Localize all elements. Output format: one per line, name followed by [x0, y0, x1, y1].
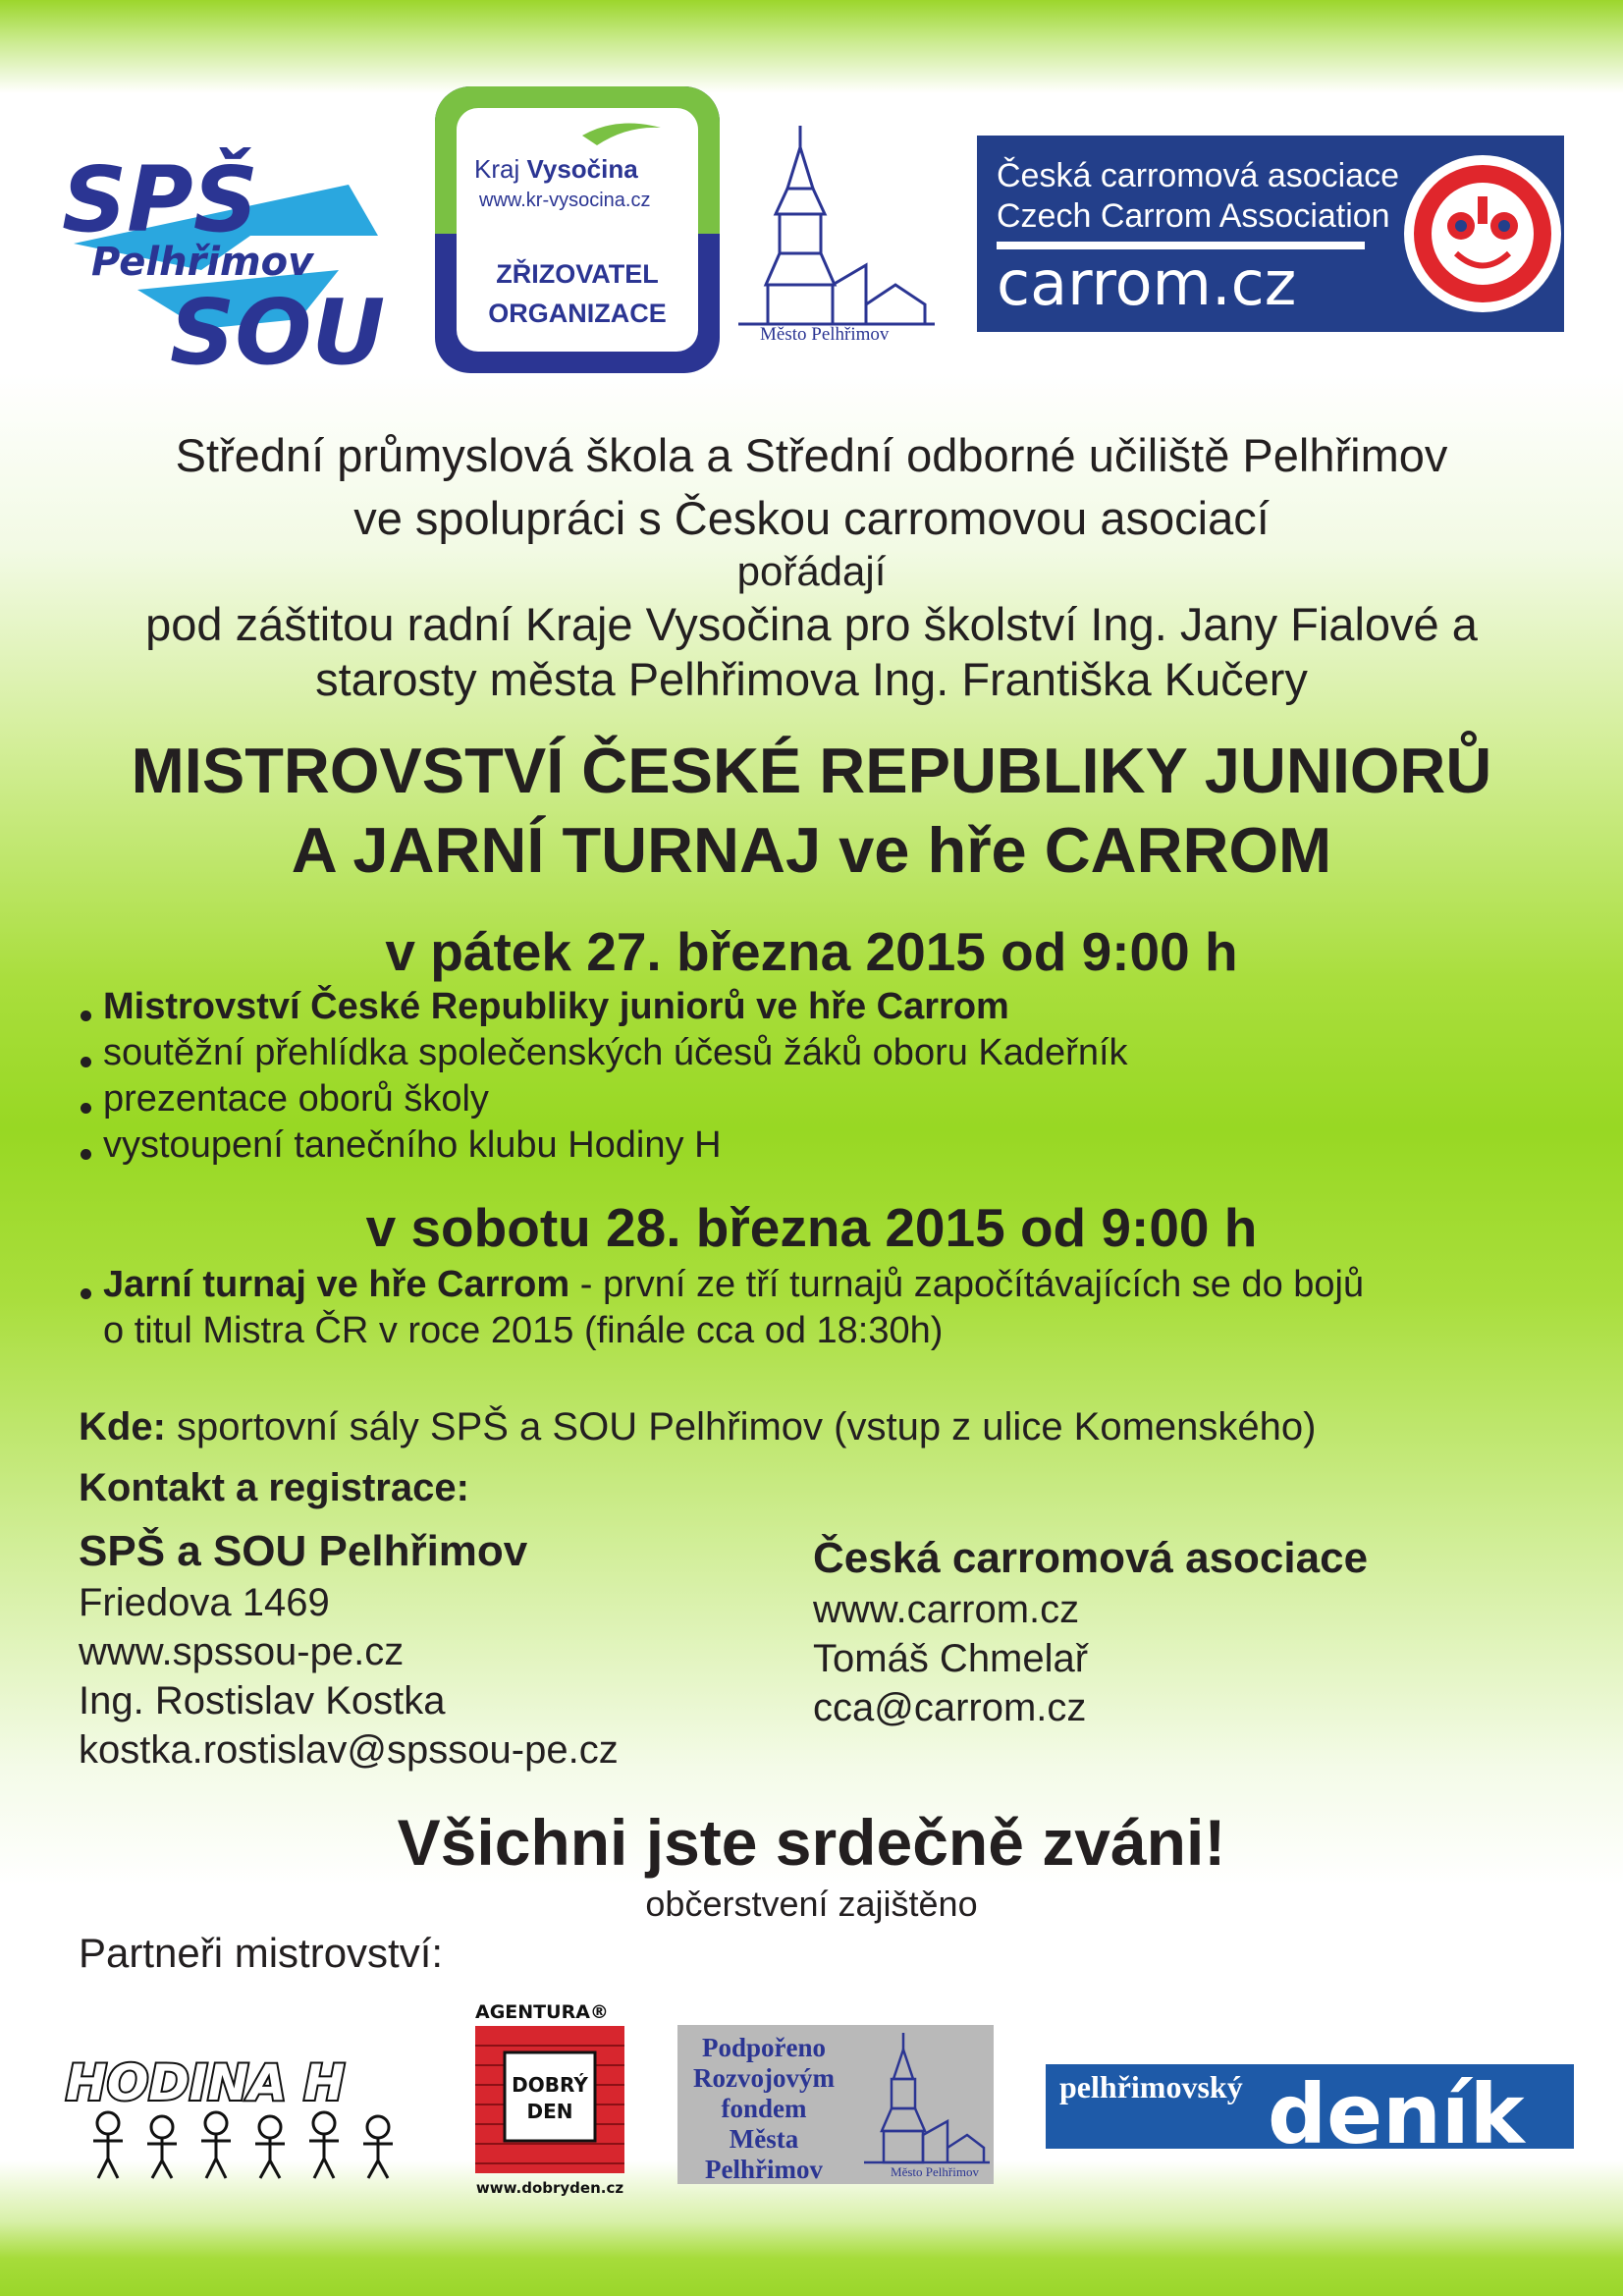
svg-text:Pelhřimov: Pelhřimov: [91, 240, 314, 285]
svg-text:deník: deník: [1268, 2066, 1525, 2149]
svg-text:ORGANIZACE: ORGANIZACE: [488, 299, 667, 328]
kraj-vysocina-logo: [435, 86, 720, 373]
day2-heading: v sobotu 28. března 2015 od 9:00 h: [365, 1197, 1258, 1258]
sps-sou-logo: [54, 118, 417, 373]
day1-list: [78, 984, 1550, 1169]
contact-left-web[interactable]: www.spssou-pe.cz: [79, 1630, 405, 1673]
day1-item: vystoupení tanečního klubu Hodiny H: [78, 1122, 1550, 1169]
svg-text:ZŘIZOVATEL: ZŘIZOVATEL: [496, 259, 659, 289]
contact-left-email[interactable]: kostka.rostislav@spssou-pe.cz: [79, 1728, 619, 1772]
partners-heading: Partneři mistrovství:: [79, 1930, 444, 1976]
day2-item-line2: o titul Mistra ČR v roce 2015 (finále cca od 18:30h): [103, 1310, 944, 1351]
svg-text:Kraj Vysočina: Kraj Vysočina: [474, 154, 638, 184]
svg-text:DEN: DEN: [526, 2100, 573, 2123]
svg-text:Česká carromová asociace: Česká carromová asociace: [997, 157, 1400, 194]
svg-text:DOBRÝ: DOBRÝ: [512, 2073, 588, 2097]
contact-left-address: Friedova 1469: [79, 1581, 330, 1624]
where-label: Kde:: [79, 1405, 166, 1449]
hodina-h-logo: [64, 2043, 427, 2180]
contact-left-person: Ing. Rostislav Kostka: [79, 1679, 446, 1722]
intro-line-5: starosty města Pelhřimova Ing. Františka Kučery: [315, 653, 1308, 705]
day2-item: [78, 1262, 1570, 1308]
contact-right: [813, 1532, 1559, 1732]
intro-line-2: ve spolupráci s Českou carromovou asociací: [353, 492, 1270, 544]
svg-text:AGENTURA®: AGENTURA®: [475, 2001, 609, 2023]
svg-text:fondem: fondem: [721, 2094, 807, 2123]
refreshment-note: občerstvení zajištěno: [645, 1884, 978, 1924]
contact-heading: Kontakt a registrace:: [79, 1466, 469, 1509]
event-title-line-1: MISTROVSTVÍ ČESKÉ REPUBLIKY JUNIORŮ: [131, 735, 1492, 806]
day2-item-rest: - první ze tří turnajů započítávajících se do bojů: [569, 1264, 1365, 1305]
where-line: [79, 1402, 1591, 1451]
where-text: sportovní sály SPŠ a SOU Pelhřimov (vstup z ulice Komenského): [165, 1405, 1317, 1449]
svg-text:www.dobryden.cz: www.dobryden.cz: [475, 2179, 624, 2197]
day2-list: [78, 1262, 1570, 1354]
contact-right-name: Česká carromová asociace: [813, 1534, 1369, 1582]
svg-text:www.kr-vysocina.cz: www.kr-vysocina.cz: [479, 190, 651, 211]
contact-left: [79, 1525, 766, 1775]
svg-text:SPŠ: SPŠ: [62, 147, 258, 252]
svg-text:carrom.cz: carrom.cz: [997, 247, 1297, 319]
svg-text:HODINA H: HODINA H: [66, 2054, 346, 2111]
svg-text:Rozvojovým: Rozvojovým: [693, 2063, 835, 2093]
day1-item: Mistrovství České Republiky juniorů ve hře Carrom: [78, 984, 1550, 1030]
mesto-pelhrimov-logo: [738, 118, 945, 344]
day2-item-bold: Jarní turnaj ve hře Carrom: [103, 1264, 570, 1305]
pelhrimovsky-denik-logo: [1046, 2064, 1574, 2149]
svg-text:Město Pelhřimov: Město Pelhřimov: [891, 2164, 979, 2179]
svg-text:Pelhřimov: Pelhřimov: [705, 2155, 823, 2184]
intro-line-1: Střední průmyslová škola a Střední odborné učiliště Pelhřimov: [175, 429, 1448, 481]
svg-text:Město Pelhřimov: Město Pelhřimov: [760, 324, 890, 344]
day1-item: soutěžní přehlídka společenských účesů žáků oboru Kadeřník: [78, 1030, 1550, 1076]
agentura-dobry-den-logo: [473, 1998, 628, 2200]
svg-text:pelhřimovský: pelhřimovský: [1059, 2069, 1243, 2105]
invitation-text: Všichni jste srdečně zváni!: [397, 1806, 1226, 1879]
svg-text:SOU: SOU: [170, 280, 386, 373]
svg-text:Města: Města: [729, 2124, 799, 2154]
rozvojovy-fond-logo: [677, 2025, 994, 2184]
contact-right-web[interactable]: www.carrom.cz: [813, 1588, 1080, 1631]
svg-text:Podpořeno: Podpořeno: [701, 2033, 827, 2062]
svg-text:Czech Carrom Association: Czech Carrom Association: [997, 197, 1390, 235]
contact-right-email[interactable]: cca@carrom.cz: [813, 1686, 1087, 1729]
carrom-association-logo: [977, 136, 1564, 332]
contact-right-person: Tomáš Chmelař: [813, 1637, 1089, 1680]
intro-line-4: pod záštitou radní Kraje Vysočina pro školství Ing. Jany Fialové a: [145, 598, 1478, 650]
day1-item: prezentace oborů školy: [78, 1076, 1550, 1122]
contact-left-name: SPŠ a SOU Pelhřimov: [79, 1527, 528, 1575]
intro-line-3: pořádají: [736, 548, 887, 594]
event-title-line-2: A JARNÍ TURNAJ ve hře CARROM: [291, 814, 1332, 886]
day1-heading: v pátek 27. března 2015 od 9:00 h: [385, 921, 1238, 982]
